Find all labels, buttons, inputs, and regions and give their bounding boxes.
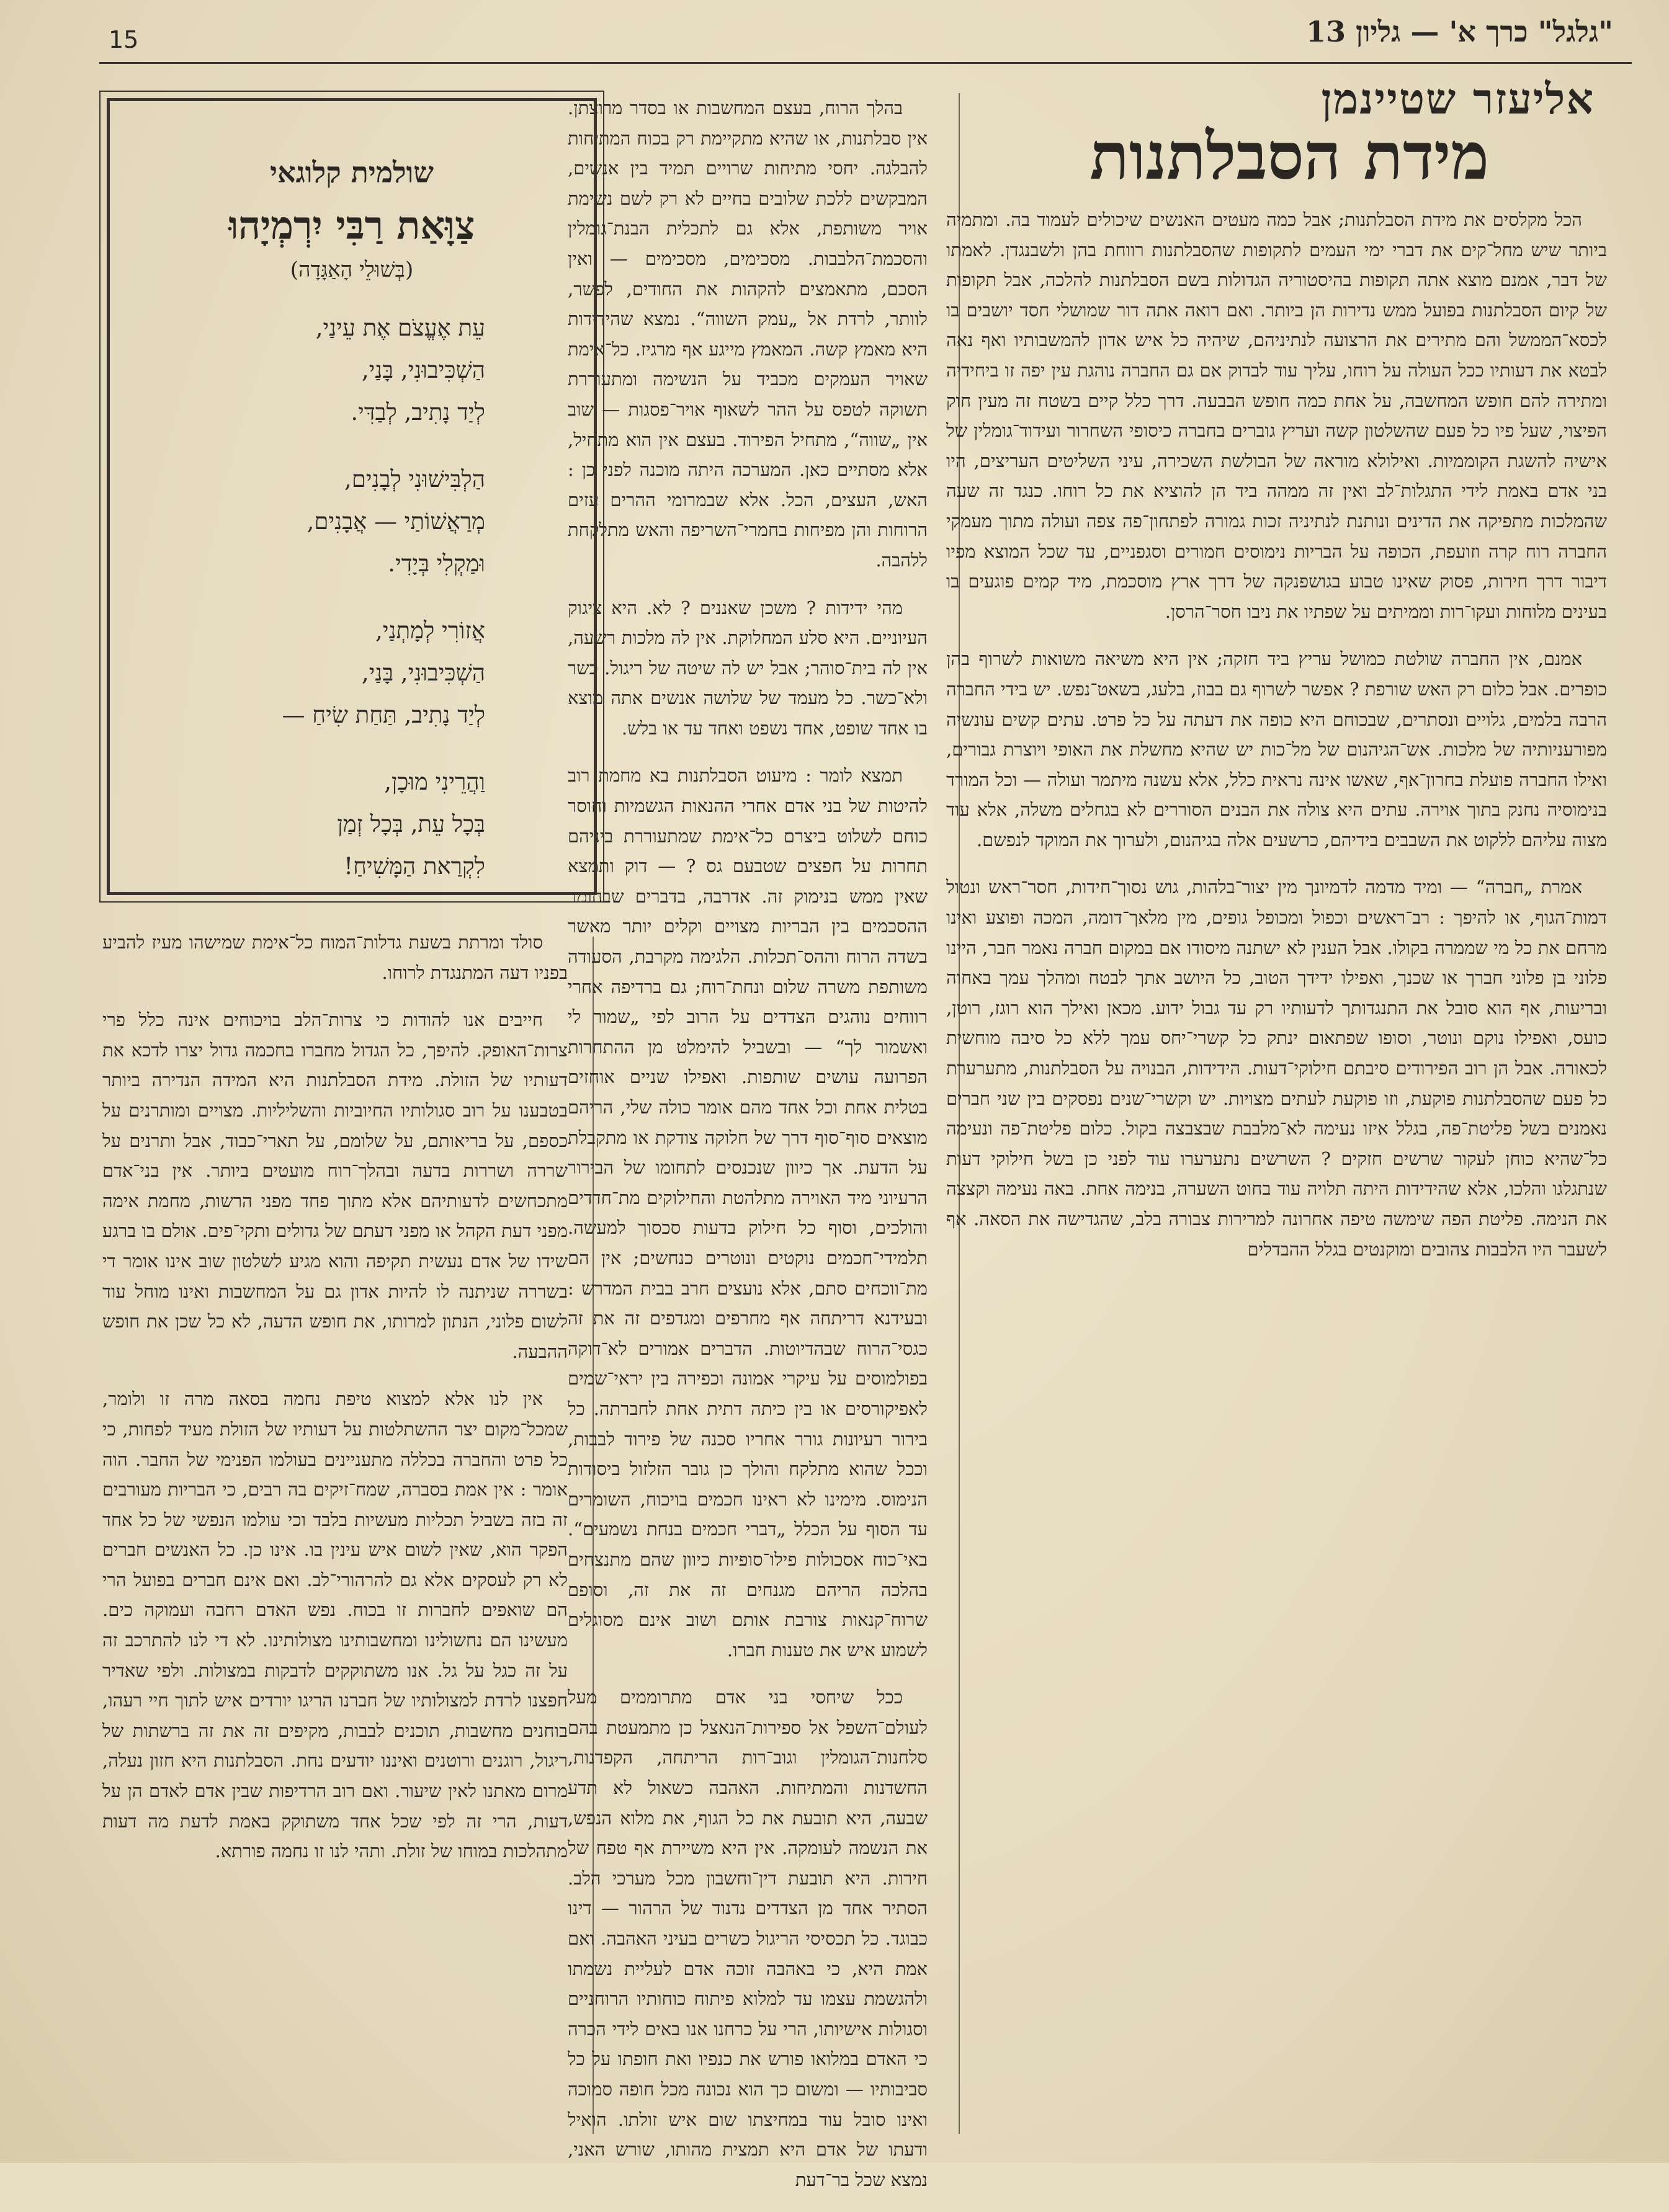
poem-line: הַשְׁכִּיבוּנִי, בָּנַי, xyxy=(361,357,485,383)
poem-stanza xyxy=(110,307,594,434)
poem-subtitle: (בְּשׁוּלֵי הָאַגָּדָה) xyxy=(290,257,414,282)
running-title: "גלגל" כרך א' — גליון 13 xyxy=(1306,15,1613,48)
article-title: מידת הסבלתנות xyxy=(1090,118,1489,194)
paragraph: בהלך הרוח, בעצם המחשבות או בסדר מרוצתן. אין סבלתנות, או שהיא מתקיימת רק בכוח המתיחות להבלגה. יחסי מתיחות שרויים תמיד בין אנשים, המבקשים ללכת שלובים בחיים לא רק לשם נשימת אויר משותפת, אלא גם לתכלית הבנת־גומלין והסכמת־הלבבות. מסכימים, מסכימים — ואין הסכם, מתאמצים להקהות את החודים, לפשר, לוותר, לרדת אל „עמק השווה“. נמצא שהידידות היא מאמץ קשה. המאמץ מייגע אף מרגיז. כל־אימת שאויר העמקים מכביד על הנשימה ומתעוררת תשוקה לטפס על ההר לשאוף אויר־פסגות — שוב אין „שווה“, מתחיל הפירוד. בעצם אין הוא מתחיל, אלא מסתיים כאן. המערכה היתה מוכנה לפני כן : האש, העצים, הכל. אלא שבמרומי ההרים עזים הרוחות והן מפיחות בחמרי־השריפה והאש מתלקחת ללהבה. xyxy=(568,97,928,571)
paragraph: אמרת „חברה“ — ומיד מדמה לדמיונך מין יצור־בלהות, גוש נסוך־חידות, חסר־ראש ונטול דמות־הגוף, או להיפך : רב־ראשים וכפול ומכופל גופים, מין מלאך־דומה, המכה ופוצע ואינו מרחם את כל מי שממרה בקולו. אבל הענין לא ישתנה מיסודו אם במקום חברה נאמר חבר, היינו פלוני בן פלוני חברך או שכנך, ואפילו ידידך הטוב, כל היושב אתך לבטח ומהלך עמך באחוה ובריעות, אף הוא סובל את התנגדותך לדעותיו רק עד גבול ידוע. מכאן ואילך הוא רוגז, רוטן, כועס, ואפילו נוקם ונוטר, וסופו שפתאום ינתק כל קשרי־יחס עמך ללא כל סיבה מוחשית לכאורה. אבל הן רוב הפירודים סיבתם חילוקי־דעות. הידידות, הבנויה על הסבלתנות, מתערערת כל פעם שהסבלתנות פוקעת, וזו פוקעת לעתים מצויות. יש וקשרי־שנים נפסקים בין שני חברים נאמנים בשל פליטת־פה, בגלל איזו נעימה לא־מלבבת שבצבצה בקול. כלום פליטת־פה ונעימה כל־שהיא כוחן לעקור שרשים חזקים ? השרשים נתערערו עוד לפני כן בשל חילוקי דעות שנתגלגו והלכו, אלא שהידידות היתה תלויה עוד בחוט השערה, בנימה אחת. באה נעימה וקצצה את הנימה. פליטת הפה שימשה טיפה אחרונה למרירות צבורה בלב, שהגדישה את הסאה. אף לשעבר היו הלבבות צהובים ומוקנטים בגלל ההבדלים xyxy=(946,876,1608,1260)
poem-stanza xyxy=(110,761,594,888)
page-number: 15 xyxy=(109,26,139,53)
paragraph: סולד ומרתת בשעת גדלות־המוח כל־אימת שמישהו מעיז להביע בפניו דעה המתנגדת לרוחו. xyxy=(102,932,568,983)
paragraph: הכל מקלסים את מידת הסבלתנות; אבל כמה מעטים האנשים שיכולים לעמוד בה. ומתמיה ביותר שיש מחל־קים את דברי ימי העמים לתקופות שהסבלתנות רווחת בהן ולשבנגדן. לאמתו של דבר, אמנם מוצא אתה תקופות בהיסטוריה הגדולות בשם הסבלתנות להלכה, אבל תקופות של קיום הסבלתנות בפועל ממש נדירות הן ביותר. ואם רואה אתה דור שמושלי חסד יושבים בו לכסא־הממשל והם מתירים את הרצועה לנתיניהם, שיהיה כל איש אדון להמשבותיו ואף נאה לבטא את דעותיו ככל העולה על רוחו, עליך עוד לבדוק אם גם החברה נוהגת עין יפה זו ביחידיה ומתירה להם חופש המחשבה, על אחת כמה חופש הבבעה. דרך כלל קיים בשטח זה מעין חוק הפיצוי, שעל פיו כל פעם שהשלטון קשה ועריץ גוברים בחברה כיסופי השחרור ועידוד־גומלין של אישיה להשגת הקוממיות. ואילולא מוראה של הבולשת השכירה, עיני השליטים העריצים, היו בני אדם באמת לידי התגלות־לב ואין זה ממהה ביד הן להוציא את כל רוחו. כנגד זה שעה שהמלכות מתפיקה את הדינים ונותנת לנתיניה זכות גמורה לפתחון־פה צפה ועולה מתוך מעמקי החברה רוח קרה וזועפת, הכופה על הבריות נימוסים חמורים וסגפניים, עד שכל המוצא מפיו דיבור דרך חירות, פסוק שאינו טבוע בגושפנקה של דרך ארץ מוסכמת, מיד קמים פוגעים בו בעינים מלוחות ועקו־רות וממיתים על שפתיו את ניבו חסר־הרסן. xyxy=(946,209,1607,622)
poem-line: עֵת אֶעֱצֹם אֶת עֵינַי, xyxy=(315,314,485,341)
paragraph: אמנם, אין החברה שולטת כמושל עריץ ביד חזקה; אין היא משיאה משואות לשרוף בהן כופרים. אבל כלום רק האש שורפת ? אפשר לשרוף גם בבוז, בלעג, בשאט־נפש. יש בידי החברה הרבה בלמים, גלויים ונסתרים, שבכוחם היא כופה את דעתה על כל פרט. עתים קשים עונשיה מפורעניותיה של מלכות. אש־הגיהנום של מל־כות יש שהיא מחשלת את האופי ויוצרת גבורים, ואילו החברה פועלת בחרון־אף, שאשו אינה נראית כלל, אלא עשנה מיתמר ועולה — וכל המורד בנימוסיה נחנק בתוך אוירה. עתים היא צולה את הבנים הסוררים לא בגחלים משלה, אלא עוד מצוה עליהם ללקוט את השבבים בידיהם, כרשעים אלה בגיהנום, ולערוך את המוקד לנפשם. xyxy=(946,648,1607,850)
poem-line: אֲזוֹרִי לְמָתְנַי, xyxy=(375,617,485,644)
paragraph: תמצא לומר : מיעוט הסבלתנות בא מחמת רוב להיטות של בני אדם אחרי ההנאות הגשמיות וחוסר כוחם לשלוט ביצרם כל־אימת שמתעוררת ביניהם תחרות על חפצים שטבעם גס ? — דוק ותמצא שאין ממש בנימוק זה. אדרבה, בדברים שבחומר ההסכמים בין הבריות מצויים וקלים יותר מאשר בשדה הרוח וההס־תכלות. הלגימה מקרבת, הסעודה משותפת משרה שלום ונחת־רוח; גם ברדיפה אחרי רווחים נוהגים הצדדים על הרוב לפי „שמור לי ואשמור לך“ — ובשביל להימלט מן ההתחרות הפרועה עושים שותפות. ואפילו שניים אוחזים בטלית אחת וכל אחד מהם אומר כולה שלי, הריהם מוצאים סוף־סוף דרך של חלוקה צודקת או מתקבלת על הדעת. אך כיוון שנכנסים לתחומו של הבירור הרעיוני מיד האוירה מתלהטת והחילוקים מת־חדדים והולכים, וסוף כל חילוק בדעות סכסוך למעשה. תלמידי־חכמים נוקטים ונוטרים כנחשים; אין הם מת־ווכחים סתם, אלא נועצים חרב בבית המדרש : ובעידנא דריתחה אף מחרפים ומגדפים זה את זה כגסי־הרוח שבהדיוטות. הדברים אמורים לא־דוקה בפולמוסים על עיקרי אמונה וכפירה בין יראי־שמים לאפיקורסים או בין כיתה דתית אחת לחברתה. כל בירור רעיונות גורר אחריו סכנה של פירוד לבבות, וככל שהוא מתלקח והולך כן גובר הזלזול ביסודות הנימוס. מימינו לא ראינו חכמים בויכוח, השומרים עד הסוף על הכלל „דברי חכמים בנחת נשמעים“. באי־כוח אסכולות פילו־סופיות כיוון שהם מתנצחים בהלכה הריהם מגנחים זה את זה, וסופם שרוח־קנאות צורבת אותם ושוב אינם מסוגלים לשמוע איש את טענות חברו. xyxy=(568,765,928,1661)
poem-line: הַלְבִּישׁוּנִי לְבָנִים, xyxy=(344,466,485,493)
poem-line: וּמַקְלִי בְּיָדִי. xyxy=(388,550,485,577)
poem-box xyxy=(107,98,597,895)
paragraph: אין לנו אלא למצוא טיפת נחמה בסאה מרה זו ולומר, שמכל־מקום יצר ההשתלטות על דעותיו של הזולת מעיד לפחות, כי כל פרט והחברה בכללה מתעניינים בעולמו הפנימי של החבר. הוה אומר : אין אמת בסברה, שמח־זיקים בה רבים, כי הבריות מעורבים זה בזה בשביל תכליות מעשיות בלבד וכי עולמו הנפשי של כל אחד הפקר הוא, שאין לשום איש עינין בו. אינו כן. כל האנשים חברים לא רק לעסקים אלא גם להרהורי־לב. ואם אינם חברים בפועל הרי הם שואפים לחברות זו בכוח. נפש האדם רחבה ועמוקה כים. מעשינו הם נחשולינו ומחשבותינו מצולותינו. לא די לנו להתרכב זה על זה כגל על גל. אנו משתוקקים לדבקות במצולות. ולפי שאדיר חפצנו לרדת למצולותיו של חברנו הריגו יורדים איש לתוך חיי רעהו, בוחנים מחשבות, תוכנים לבבות, מקיפים זה את זה ברשתות של ריגול, רוגנים ורוטנים ואיננו יודעים נחת. הסבלתנות היא חזון נעלה, מרום מאתנו לאין שיעור. ואם רוב הרדיפות שבין אדם לאדם הן על דעות, הרי זה לפי שכל אחד משתוקק באמת לדעת מה דעות מתהלכות במוחו של זולת. ותהי לנו זו נחמה פורתא. xyxy=(102,1388,568,1862)
header-rule xyxy=(99,62,1632,64)
poem-stanza xyxy=(110,458,594,585)
article-column-1 xyxy=(946,205,1607,1282)
paragraph: ככל שיחסי בני אדם מתרוממים מעל לעולם־השפל אל ספירות־הנאצל כן מתמעטת בהם סלחנות־הגומלין וגוב־רות הריתחה, הקפדנות, החשדנות והמתיחות. האהבה כשאול לא תדע שבעה, היא תובעת את כל הגוף, את מלוא הנפש, את הנשמה לעומקה. אין היא משיירת אף טפח של חירות. היא תובעת דין־וחשבון מכל מערכי הלב. הסתיר אחד מן הצדדים נדנוד של הרהור — דינו כבוגד. כל תכסיסי הריגול כשרים בעיני האהבה. ואם אמת היא, כי באהבה זוכה אדם לעליית נשמתו ולהגשמת עצמו עד למלוא פיתוח כוחותיו הרוחניים וסגולות אישיותו, הרי על כרחנו אנו באים לידי הכרה כי האדם במלואו פורש את כנפיו ואת חופתו על כל סביבותיו — ומשום כך הוא נכונה מכל חופה סמוכה ואינו סובל עוד במחיצתו שום איש זולתו. הואיל ודעתו של אדם היא תמצית מהותו, שורש האני, נמצא שכל בר־דעת xyxy=(568,1687,928,2190)
poem-line: לְיַד נָתִיב, לְבַדִּי. xyxy=(351,399,485,426)
poem-title: צַוָּאַת רַבִּי יִרְמְיָהוּ xyxy=(228,203,475,248)
article-column-3 xyxy=(102,927,568,1884)
poem-stanza xyxy=(110,610,594,736)
article-column-2 xyxy=(568,93,928,2212)
poem-author: שולמית קלוגאי xyxy=(270,156,434,189)
paragraph: מהי ידידות ? משכן שאננים ? לא. היא ציגוק העיוניים. היא סלע המחלוקת. אין לה מלכות רשעה, אין לה בית־סוהר; אבל יש לה שיטה של ריגול. כשר ולא־כשר. כל מעמד של שלושה אנשים אתה מוצא בו אחד שופט, אחד נשפט ואחד עד או בלש. xyxy=(568,597,928,739)
poem-line: בְּכָל עֵת, בְּכָל זְמַן xyxy=(337,811,485,837)
paragraph: חייבים אנו להודות כי צרות־הלב בויכוחים אינה כלל פרי צרות־האופק. להיפך, כל הגדול מחברו בחכמה גדול יצרו לדכא את דעותיו של הזולת. מידת הסבלתנות היא המידה הנדירה ביותר בטבענו על רוב סגולותיו החיוביות והשליליות. מצויים ומותרנים על כספם, על בריאותם, על שלומם, על תארי־כבוד, אבל ותרנים על שררה ושררות בדעה ובהלך־רוח מועטים ביותר. אין בני־אדם מתכחשים לדעותיהם אלא מתוך פחד מפני הרשות, מחמת אימה מפני דעת הקהל או מפני דעתם של גדולים ותקי־פים. אולם בו ברגע שידו של אדם נעשית תקיפה והוא מגיע לשלטון שוב אינו אומר די בשררה שניתנה לו להיות אדון גם על המחשבות ואינו מוחל עוד לשום פלוני, הנתון למרותו, את חופש הדעה, לא כל שכן את חופש ההבעה. xyxy=(102,1009,568,1362)
poem-line: וַהֲרֵינִי מוּכָן, xyxy=(384,769,485,795)
article-author: אליעזר שטיינמן xyxy=(1321,74,1595,124)
poem-line: לִקְרַאת הַמָּשִׁיחַ! xyxy=(344,853,485,880)
poem-line: מְרַאֲשׁוֹתַי — אֲבָנִים, xyxy=(307,508,485,535)
poem-line: הַשְׁכִּיבוּנִי, בָּנַי, xyxy=(361,659,485,686)
poem-line: לְיַד נָתִיב, תַּחַת שִׂיחַ — xyxy=(282,702,485,728)
